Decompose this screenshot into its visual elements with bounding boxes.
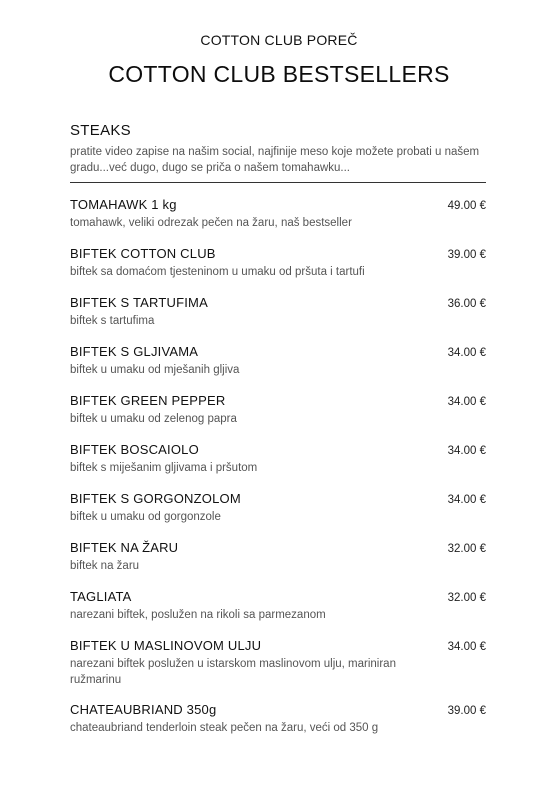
item-price: 32.00 €	[447, 543, 486, 555]
item-price: 34.00 €	[447, 445, 486, 457]
item-price: 36.00 €	[447, 298, 486, 310]
item-name: BIFTEK GREEN PEPPER	[70, 393, 226, 408]
item-name: BIFTEK S GORGONZOLOM	[70, 491, 241, 506]
menu-items-list	[70, 197, 486, 751]
item-price: 49.00 €	[447, 200, 486, 212]
item-name: BIFTEK COTTON CLUB	[70, 246, 216, 261]
item-description: biftek s miješanim gljivama i pršutom	[70, 462, 258, 474]
item-price: 34.00 €	[447, 494, 486, 506]
menu-item	[70, 540, 486, 589]
item-description: biftek u umaku od gorgonzole	[70, 511, 221, 523]
item-name: BIFTEK NA ŽARU	[70, 540, 179, 555]
item-description: narezani biftek, poslužen na rikoli sa parmezanom	[70, 609, 326, 621]
menu-title: COTTON CLUB BESTSELLERS	[108, 61, 450, 87]
menu-item	[70, 246, 486, 295]
item-description: chateaubriand tenderloin steak pečen na žaru, veći od 350 g	[70, 722, 379, 734]
item-name: CHATEAUBRIAND 350g	[70, 702, 217, 717]
item-name: BIFTEK S GLJIVAMA	[70, 344, 199, 359]
menu-item	[70, 638, 486, 702]
item-name: BIFTEK U MASLINOVOM ULJU	[70, 638, 262, 653]
menu-item	[70, 491, 486, 540]
item-name: TOMAHAWK 1 kg	[70, 197, 177, 212]
item-name: BIFTEK S TARTUFIMA	[70, 295, 208, 310]
item-description: biftek u umaku od mješanih gljiva	[70, 364, 240, 376]
item-price: 34.00 €	[447, 396, 486, 408]
item-price: 34.00 €	[447, 347, 486, 359]
menu-item	[70, 344, 486, 393]
item-description: biftek s tartufima	[70, 315, 155, 327]
section-title: STEAKS	[70, 122, 131, 139]
item-description: biftek u umaku od zelenog papra	[70, 413, 237, 425]
item-price: 39.00 €	[447, 249, 486, 261]
item-description: biftek na žaru	[70, 560, 140, 572]
menu-item	[70, 393, 486, 442]
menu-item	[70, 442, 486, 491]
item-name: BIFTEK BOSCAIOLO	[70, 442, 199, 457]
item-price: 34.00 €	[447, 641, 486, 653]
item-price: 39.00 €	[447, 705, 486, 717]
item-description: narezani biftek poslužen u istarskom maslinovom ulju, mariniran ružmarinu	[70, 658, 396, 686]
item-description: biftek sa domaćom tjesteninom u umaku od pršuta i tartufi	[70, 266, 365, 278]
item-price: 32.00 €	[447, 592, 486, 604]
section-description: pratite video zapise na našim social, najfinije meso koje možete probati u našem gradu...već dugo, dugo se priča o našem tomahawku...	[70, 144, 486, 183]
menu-item	[70, 295, 486, 344]
menu-item	[70, 702, 486, 751]
menu-item	[70, 197, 486, 246]
menu-item	[70, 589, 486, 638]
item-description: tomahawk, veliki odrezak pečen na žaru, naš bestseller	[70, 217, 352, 229]
item-name: TAGLIATA	[70, 589, 132, 604]
restaurant-name: COTTON CLUB POREČ	[200, 32, 358, 48]
section-steaks	[70, 122, 486, 183]
